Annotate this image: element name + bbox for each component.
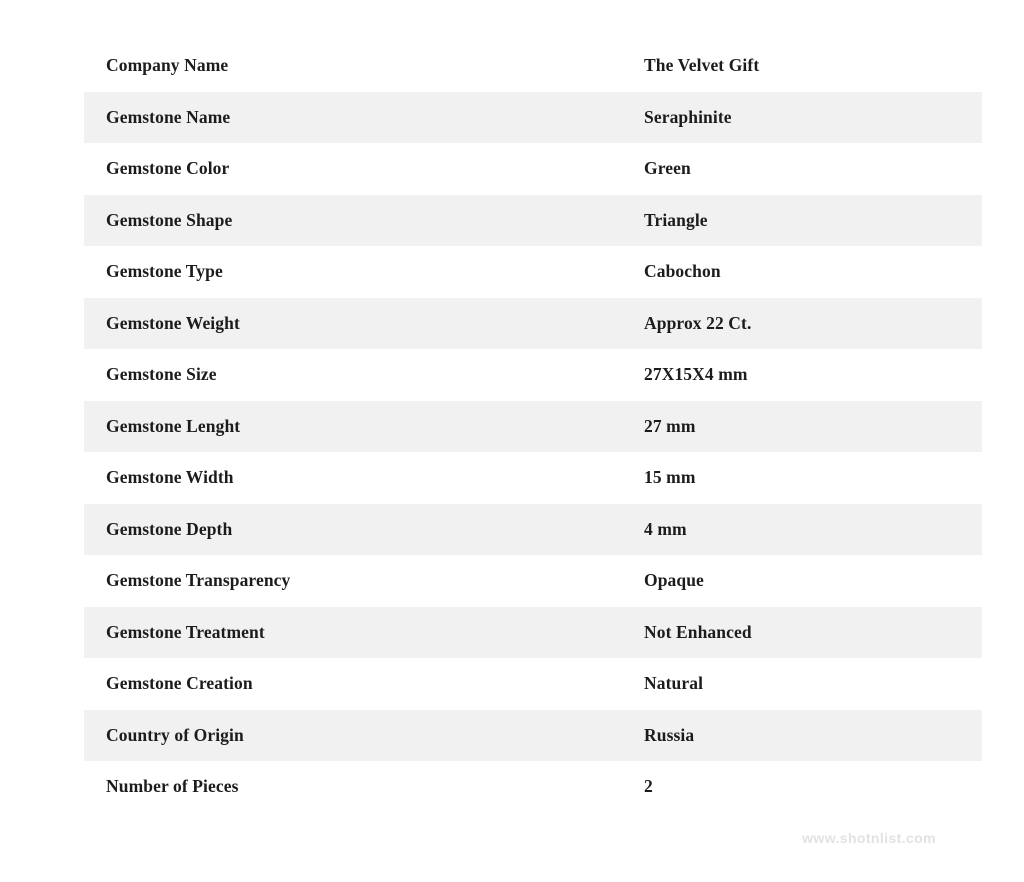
row-value: The Velvet Gift [644,55,760,76]
table-row [84,92,982,144]
row-label: Company Name [106,55,229,76]
row-value: Cabochon [644,261,721,282]
row-value: 15 mm [644,467,696,488]
row-label: Gemstone Lenght [106,415,241,436]
row-value: Green [644,158,691,179]
table-row [84,349,982,401]
row-value: Opaque [644,570,704,591]
table-row [84,298,982,350]
row-label: Gemstone Size [106,364,217,385]
row-value: Approx 22 Ct. [644,312,752,333]
watermark: www.shotnlist.com [802,830,936,846]
table-row [84,761,982,813]
row-label: Gemstone Color [106,158,230,179]
row-label: Gemstone Type [106,261,223,282]
row-label: Gemstone Shape [106,209,233,230]
row-label: Gemstone Transparency [106,570,291,591]
row-value: Triangle [644,209,708,230]
table-row [84,143,982,195]
row-label: Gemstone Depth [106,518,233,539]
row-value: 2 [644,776,653,797]
table-row [84,452,982,504]
table-row [84,504,982,556]
table-row [84,555,982,607]
row-label: Country of Origin [106,724,244,745]
table-row [84,195,982,247]
row-value: 27 mm [644,415,696,436]
table-body [84,40,982,813]
row-label: Gemstone Treatment [106,621,265,642]
row-value: Natural [644,673,704,694]
row-value: Russia [644,724,695,745]
row-value: Not Enhanced [644,621,752,642]
row-label: Gemstone Name [106,106,231,127]
row-value: Seraphinite [644,106,732,127]
gemstone-specification-table [84,40,982,813]
table-row [84,710,982,762]
table-row [84,40,982,92]
table-row [84,246,982,298]
table-row [84,401,982,453]
row-value: 27X15X4 mm [644,364,748,385]
row-label: Gemstone Weight [106,312,240,333]
table-row [84,658,982,710]
row-value: 4 mm [644,518,687,539]
row-label: Number of Pieces [106,776,239,797]
row-label: Gemstone Creation [106,673,253,694]
row-label: Gemstone Width [106,467,234,488]
table-row [84,607,982,659]
